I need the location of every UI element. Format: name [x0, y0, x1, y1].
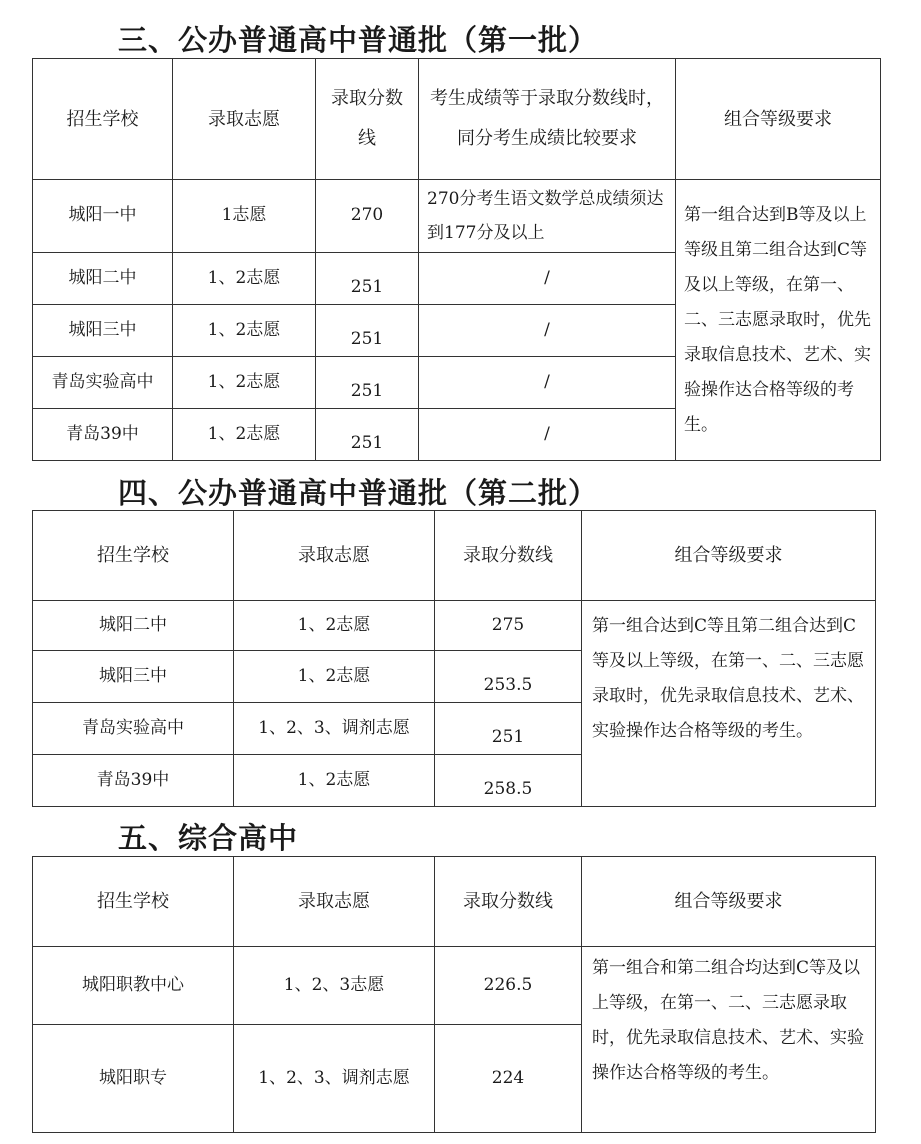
- choice-cell: 1、2志愿: [173, 409, 316, 461]
- school-cell: 城阳职专: [33, 1025, 234, 1133]
- table-row: [33, 180, 881, 253]
- school-cell: 青岛实验高中: [33, 703, 234, 755]
- school-cell: 城阳职教中心: [33, 947, 234, 1025]
- table-header-row: [33, 511, 876, 601]
- table-row: [33, 601, 876, 651]
- section5-table: [32, 856, 876, 1133]
- header-school: 招生学校: [33, 59, 173, 180]
- school-cell: 青岛39中: [33, 409, 173, 461]
- requirement-cell: 第一组合达到B等及以上等级且第二组合达到C等及以上等级，在第一、二、三志愿录取时，优先录取信息技术、艺术、实验操作达合格等级的考生。: [676, 180, 881, 461]
- school-cell: 城阳三中: [33, 305, 173, 357]
- score-cell: 224: [435, 1025, 582, 1133]
- table-header-row: [33, 857, 876, 947]
- score-cell: 226.5: [435, 947, 582, 1025]
- score-cell: 251: [316, 409, 419, 461]
- score-cell: 270: [316, 180, 419, 253]
- school-cell: 青岛实验高中: [33, 357, 173, 409]
- choice-cell: 1、2、3、调剂志愿: [234, 1025, 435, 1133]
- header-choice: 录取志愿: [234, 511, 435, 601]
- compare-cell: /: [419, 409, 676, 461]
- score-cell: 251: [316, 305, 419, 357]
- header-score: 录取分数线: [316, 59, 419, 180]
- score-cell: 258.5: [435, 755, 582, 807]
- section3-title: 三、公办普通高中普通批（第一批）: [118, 23, 599, 57]
- choice-cell: 1志愿: [173, 180, 316, 253]
- score-cell: 251: [435, 703, 582, 755]
- requirement-cell: 第一组合达到C等且第二组合达到C等及以上等级，在第一、二、三志愿录取时，优先录取信息技术、艺术、实验操作达合格等级的考生。: [582, 601, 876, 807]
- compare-cell: /: [419, 305, 676, 357]
- table-header-row: [33, 59, 881, 180]
- header-score: 录取分数线: [435, 511, 582, 601]
- compare-cell: /: [419, 357, 676, 409]
- score-cell: 275: [435, 601, 582, 651]
- choice-cell: 1、2志愿: [234, 651, 435, 703]
- header-requirement: 组合等级要求: [582, 511, 876, 601]
- header-choice: 录取志愿: [173, 59, 316, 180]
- table-row: [33, 947, 876, 1025]
- choice-cell: 1、2、3志愿: [234, 947, 435, 1025]
- choice-cell: 1、2志愿: [234, 601, 435, 651]
- header-compare: 考生成绩等于录取分数线时，同分考生成绩比较要求: [419, 59, 676, 180]
- header-choice: 录取志愿: [234, 857, 435, 947]
- school-cell: 城阳一中: [33, 180, 173, 253]
- choice-cell: 1、2志愿: [173, 357, 316, 409]
- section5-title: 五、综合高中: [118, 821, 299, 855]
- section4-table: [32, 510, 876, 807]
- requirement-cell: 第一组合和第二组合均达到C等及以上等级，在第一、二、三志愿录取时，优先录取信息技术、艺术、实验操作达合格等级的考生。: [582, 947, 876, 1133]
- choice-cell: 1、2志愿: [173, 253, 316, 305]
- section4-title: 四、公办普通高中普通批（第二批）: [118, 476, 599, 510]
- school-cell: 城阳二中: [33, 601, 234, 651]
- score-cell: 251: [316, 253, 419, 305]
- compare-cell: /: [419, 253, 676, 305]
- choice-cell: 1、2志愿: [234, 755, 435, 807]
- header-requirement: 组合等级要求: [676, 59, 881, 180]
- school-cell: 城阳二中: [33, 253, 173, 305]
- header-score: 录取分数线: [435, 857, 582, 947]
- choice-cell: 1、2志愿: [173, 305, 316, 357]
- school-cell: 城阳三中: [33, 651, 234, 703]
- school-cell: 青岛39中: [33, 755, 234, 807]
- score-cell: 251: [316, 357, 419, 409]
- compare-cell: 270分考生语文数学总成绩须达到177分及以上: [419, 180, 676, 253]
- choice-cell: 1、2、3、调剂志愿: [234, 703, 435, 755]
- score-cell: 253.5: [435, 651, 582, 703]
- header-school: 招生学校: [33, 511, 234, 601]
- section3-table: [32, 58, 881, 461]
- header-school: 招生学校: [33, 857, 234, 947]
- header-requirement: 组合等级要求: [582, 857, 876, 947]
